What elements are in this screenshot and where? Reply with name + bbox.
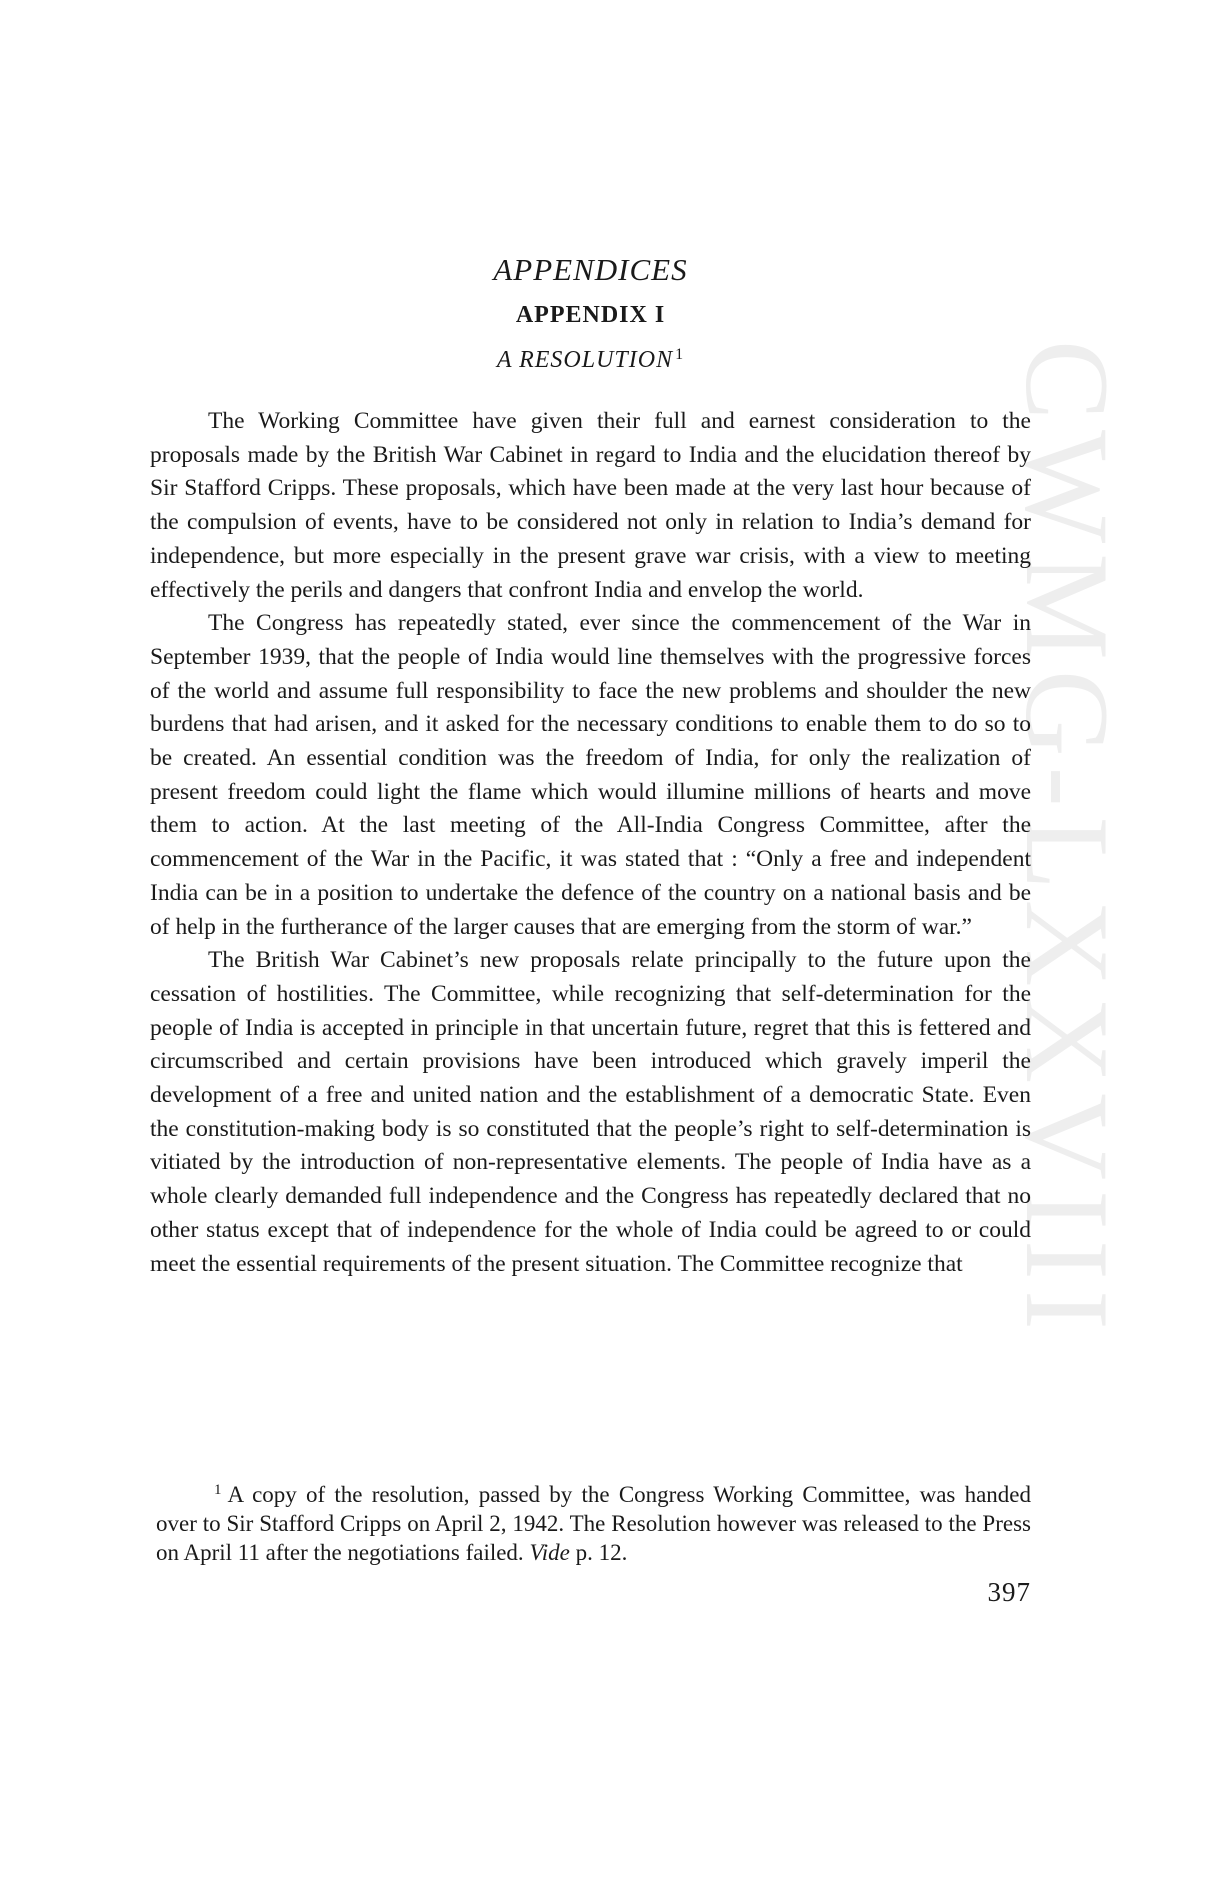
footnote-reference: 1 (675, 346, 685, 363)
footnote-page-ref: p. 12. (575, 1540, 628, 1565)
resolution-title: A RESOLUTION (496, 347, 674, 373)
paragraph-3: The British War Cabinet’s new proposals relate principally to the future upon the cessation of hostilities. The Committee, while recognizing that self-determination for the people of India is accepted in principle in that uncertain future, regret that this is fettered and circumscribed and certain provisions have been introduced which gravely imperil the development of a free and united nation and the establishment of a democratic State. Even the constitution-making body is so constituted that the people’s right to self-determination is vitiated by the introduction of non-representative elements. The people of India have as a whole clearly demanded full independence and the Congress has repeatedly declared that no other status except that of independence for the whole of India could be agreed to or could meet the essential requirements of the present situation. The Committee recognize that (150, 947, 1031, 1277)
resolution-heading (150, 346, 1031, 374)
page-number: 397 (987, 1577, 1031, 1607)
appendices-heading: APPENDICES (493, 252, 688, 287)
footnote-body: A copy of the resolution, passed by the Congress Working Committee, was handed over to Sir Stafford Cripps on April 2, 1942. The Resolution however was released to the Press on April 11 after the negotiations failed. (156, 1482, 1031, 1565)
footnote-marker: 1 (214, 1482, 222, 1498)
footnote-vide: Vide (529, 1540, 570, 1565)
body-text (150, 405, 1031, 1281)
watermark-text: CWMG-LXXVIII (1001, 340, 1134, 1340)
footnote-text (156, 1476, 1031, 1567)
paragraph-2: The Congress has repeatedly stated, ever since the commencement of the War in September 1939, that the people of India would line themselves with the progressive forces of the world and assume full responsibility to face the new problems and shoulder the new burdens that had arisen, and it asked for the necessary conditions to enable them to do so to be created. An essential condition was the freedom of India, for only the realization of present freedom could light the flame which would illumine millions of hearts and move them to action. At the last meeting of the All-India Congress Committee, after the commencement of the War in the Pacific, it was stated that : “Only a free and independent India can be in a position to undertake the defence of the country on a national basis and be of help in the furtherance of the larger causes that are emerging from the storm of war.” (150, 610, 1031, 940)
appendix-heading: APPENDIX I (515, 302, 666, 328)
paragraph-1: The Working Committee have given their full and earnest consideration to the proposals made by the British War Cabinet in regard to India and the elucidation thereof by Sir Stafford Cripps. These proposals, which have been made at the very last hour because of the compulsion of events, have to be considered not only in relation to India’s demand for independence, but more especially in the present grave war crisis, with a view to meeting effectively the perils and dangers that confront India and envelop the world. (150, 408, 1031, 603)
footnote (156, 1476, 1031, 1567)
